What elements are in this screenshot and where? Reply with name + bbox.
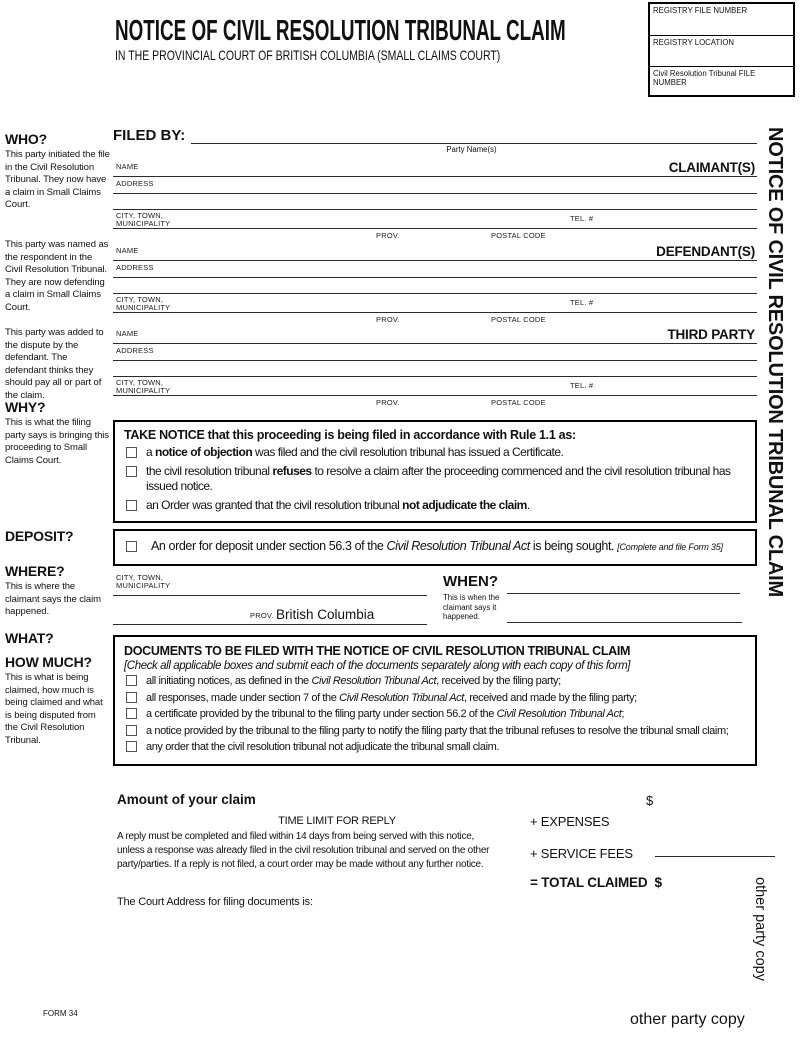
amount-of-claim-label: Amount of your claim bbox=[117, 792, 256, 807]
third-party-name-field[interactable] bbox=[113, 327, 757, 344]
when-date-field-1[interactable] bbox=[507, 593, 740, 594]
party-names-caption: Party Name(s) bbox=[446, 145, 497, 154]
who-heading: WHO? bbox=[5, 131, 47, 147]
tribunal-refuses-text: the civil resolution tribunal refuses to resolve a claim after the proceeding commenced and the civil resolution tribunal has issued notice. bbox=[146, 463, 731, 493]
address-label: ADDRESS bbox=[116, 263, 154, 272]
third-party-address2-field[interactable] bbox=[113, 361, 757, 377]
documents-item bbox=[124, 724, 746, 739]
registry-location-field[interactable] bbox=[650, 35, 793, 66]
form-number: FORM 34 bbox=[43, 1009, 78, 1018]
doc-responses-text: all responses, made under section 7 of the Civil Resolution Tribunal Act, received and made by the filing party; bbox=[146, 691, 637, 704]
not-adjudicate-checkbox[interactable] bbox=[126, 500, 137, 511]
name-label: NAME bbox=[116, 246, 139, 255]
where-prov-label: PROV. bbox=[250, 611, 274, 620]
doc-initiating-notices-text: all initiating notices, as defined in the Civil Resolution Tribunal Act, received by the filing party; bbox=[146, 675, 561, 687]
total-claimed-currency: $ bbox=[654, 875, 662, 890]
crt-file-number-field[interactable] bbox=[650, 66, 793, 95]
doc-certificate-checkbox[interactable] bbox=[126, 708, 137, 719]
where-prov-value: British Columbia bbox=[276, 607, 375, 622]
when-date-field-2[interactable] bbox=[507, 622, 742, 623]
take-notice-item bbox=[124, 445, 746, 461]
registry-file-number-label: REGISTRY FILE NUMBER bbox=[653, 6, 748, 15]
vertical-copy-label: other party copy bbox=[752, 877, 768, 981]
third-party-role-label: THIRD PARTY bbox=[667, 327, 755, 342]
city-label: CITY, TOWN, MUNICIPALITY bbox=[116, 295, 171, 312]
crt-file-number-label: Civil Resolution Tribunal FILE NUMBER bbox=[653, 69, 756, 87]
why-note: This is what the filing party says is bringing this proceeding to Small Claims Court. bbox=[5, 417, 109, 466]
reply-note: A reply must be completed and filed within 14 days from being served with this notice, unless a response was already filed in the civil resolution tribunal and served on the other party/parties. If a reply is not filed, a court order may be made without any further notice. bbox=[117, 831, 490, 870]
how-much-note: This is what is being claimed, how much is being claimed and what is being disputed from the Civil Resolution Tribunal. bbox=[5, 672, 103, 746]
where-prov-field[interactable] bbox=[113, 600, 427, 625]
where-note: This is where the claimant says the claim happened. bbox=[5, 581, 101, 618]
doc-refusal-notice-checkbox[interactable] bbox=[126, 725, 137, 736]
tribunal-refuses-checkbox[interactable] bbox=[126, 466, 137, 477]
prov-label: PROV. bbox=[376, 231, 400, 240]
documents-instruction: [Check all applicable boxes and submit each of the documents separately along with each copy of this form] bbox=[124, 660, 631, 672]
where-heading: WHERE? bbox=[5, 563, 65, 579]
where-city-label: CITY, TOWN, MUNICIPALITY bbox=[116, 573, 171, 590]
filed-by-field[interactable] bbox=[191, 129, 757, 144]
documents-item bbox=[124, 740, 746, 755]
name-label: NAME bbox=[116, 329, 139, 338]
doc-initiating-notices-checkbox[interactable] bbox=[126, 675, 137, 686]
tel-label: TEL. # bbox=[570, 381, 594, 390]
expenses-label: + EXPENSES bbox=[530, 814, 610, 829]
where-city-field[interactable] bbox=[113, 595, 427, 596]
service-fees-label: + SERVICE FEES bbox=[530, 846, 633, 861]
who-defendant-note: This party was named as the respondent in the Civil Resolution Tribunal. They are now defending a claim in Small Claims Court. bbox=[5, 239, 109, 313]
doc-order-text: any order that the civil resolution tribunal not adjudicate the tribunal small claim. bbox=[146, 741, 500, 753]
vertical-form-title: NOTICE OF CIVIL RESOLUTION TRIBUNAL CLAIM bbox=[764, 127, 786, 597]
footer-copy-label: other party copy bbox=[630, 1011, 745, 1028]
defendant-address2-field[interactable] bbox=[113, 278, 757, 294]
deposit-form-note: [Complete and file Form 35] bbox=[617, 542, 723, 552]
when-note: This is when the claimant says it happened. bbox=[443, 593, 500, 621]
defendant-role-label: DEFENDANT(S) bbox=[656, 244, 755, 259]
documents-item bbox=[124, 691, 746, 706]
claim-amount-currency: $ bbox=[646, 793, 654, 808]
deposit-heading: DEPOSIT? bbox=[5, 528, 74, 544]
postal-code-label: POSTAL CODE bbox=[491, 398, 546, 407]
page-title: NOTICE OF CIVIL RESOLUTION TRIBUNAL CLAIM bbox=[115, 15, 566, 47]
city-label: CITY, TOWN, MUNICIPALITY bbox=[116, 211, 171, 228]
deposit-order-checkbox[interactable] bbox=[126, 541, 137, 552]
third-party-prov-postal-row[interactable] bbox=[113, 396, 757, 408]
not-adjudicate-text: an Order was granted that the civil resolution tribunal not adjudicate the claim. bbox=[146, 497, 530, 512]
city-label: CITY, TOWN, MUNICIPALITY bbox=[116, 378, 171, 395]
doc-responses-checkbox[interactable] bbox=[126, 692, 137, 703]
defendant-city-field[interactable] bbox=[113, 294, 757, 313]
prov-label: PROV. bbox=[376, 398, 400, 407]
claimant-role-label: CLAIMANT(S) bbox=[668, 160, 755, 175]
postal-code-label: POSTAL CODE bbox=[491, 315, 546, 324]
third-party-city-field[interactable] bbox=[113, 377, 757, 396]
claimant-block bbox=[113, 160, 757, 241]
defendant-block bbox=[113, 244, 757, 325]
registry-box bbox=[648, 2, 795, 97]
when-heading: WHEN? bbox=[443, 573, 498, 590]
prov-label: PROV. bbox=[376, 315, 400, 324]
court-address-label: The Court Address for filing documents is: bbox=[117, 896, 313, 908]
deposit-item bbox=[124, 539, 746, 556]
what-heading: WHAT? bbox=[5, 630, 54, 646]
documents-box bbox=[113, 635, 757, 766]
service-fees-field[interactable] bbox=[655, 840, 775, 857]
documents-heading: DOCUMENTS TO BE FILED WITH THE NOTICE OF CIVIL RESOLUTION TRIBUNAL CLAIM bbox=[124, 644, 631, 658]
where-when-section bbox=[113, 570, 757, 632]
claimant-prov-postal-row[interactable] bbox=[113, 229, 757, 241]
tel-label: TEL. # bbox=[570, 298, 594, 307]
defendant-name-field[interactable] bbox=[113, 244, 757, 261]
doc-refusal-notice-text: a notice provided by the tribunal to the filing party to notify the filing party that the tribunal refuses to resolve the tribunal small claim; bbox=[146, 724, 729, 737]
notice-of-objection-checkbox[interactable] bbox=[126, 447, 137, 458]
filed-by-label: FILED BY: bbox=[113, 127, 186, 144]
third-party-block bbox=[113, 327, 757, 408]
take-notice-item bbox=[124, 498, 746, 514]
time-limit-heading: TIME LIMIT FOR REPLY bbox=[278, 815, 396, 827]
claimant-name-field[interactable] bbox=[113, 160, 757, 177]
deposit-order-text: An order for deposit under section 56.3 of the Civil Resolution Tribunal Act is being sought. [Complete and file Form 35] bbox=[151, 539, 723, 553]
doc-order-checkbox[interactable] bbox=[126, 741, 137, 752]
who-third-party-note: This party was added to the dispute by the defendant. The defendant thinks they should pay all or part of the claim. bbox=[5, 327, 104, 401]
notice-of-objection-text: a notice of objection was filed and the civil resolution tribunal has issued a Certificate. bbox=[146, 445, 564, 459]
registry-location-label: REGISTRY LOCATION bbox=[653, 38, 735, 47]
page-subtitle: IN THE PROVINCIAL COURT OF BRITISH COLUMBIA (SMALL CLAIMS COURT) bbox=[115, 47, 501, 63]
defendant-prov-postal-row[interactable] bbox=[113, 313, 757, 325]
documents-item bbox=[124, 707, 746, 722]
why-heading: WHY? bbox=[5, 399, 46, 415]
who-claimant-note: This party initiated the file in the Civil Resolution Tribunal. They now have a claim in Small Claims Court. bbox=[5, 149, 110, 211]
third-party-address-field[interactable] bbox=[113, 344, 757, 361]
name-label: NAME bbox=[116, 162, 139, 171]
claimant-address2-field[interactable] bbox=[113, 194, 757, 210]
how-much-heading: HOW MUCH? bbox=[5, 654, 92, 670]
claimant-city-field[interactable] bbox=[113, 210, 757, 229]
deposit-box bbox=[113, 529, 757, 566]
take-notice-item bbox=[124, 464, 746, 495]
take-notice-box bbox=[113, 420, 757, 523]
take-notice-heading: TAKE NOTICE that this proceeding is being filed in accordance with Rule 1.1 as: bbox=[124, 428, 576, 442]
address-label: ADDRESS bbox=[116, 179, 154, 188]
claimant-address-field[interactable] bbox=[113, 177, 757, 194]
filed-by-section bbox=[113, 127, 757, 154]
registry-file-number-field[interactable] bbox=[650, 4, 793, 35]
total-claimed-label: = TOTAL CLAIMED $ bbox=[530, 875, 662, 890]
documents-item bbox=[124, 674, 746, 689]
defendant-address-field[interactable] bbox=[113, 261, 757, 278]
address-label: ADDRESS bbox=[116, 346, 154, 355]
postal-code-label: POSTAL CODE bbox=[491, 231, 546, 240]
tel-label: TEL. # bbox=[570, 214, 594, 223]
doc-certificate-text: a certificate provided by the tribunal to the filing party under section 56.2 of the Civil Resolution Tribunal Act; bbox=[146, 708, 625, 720]
